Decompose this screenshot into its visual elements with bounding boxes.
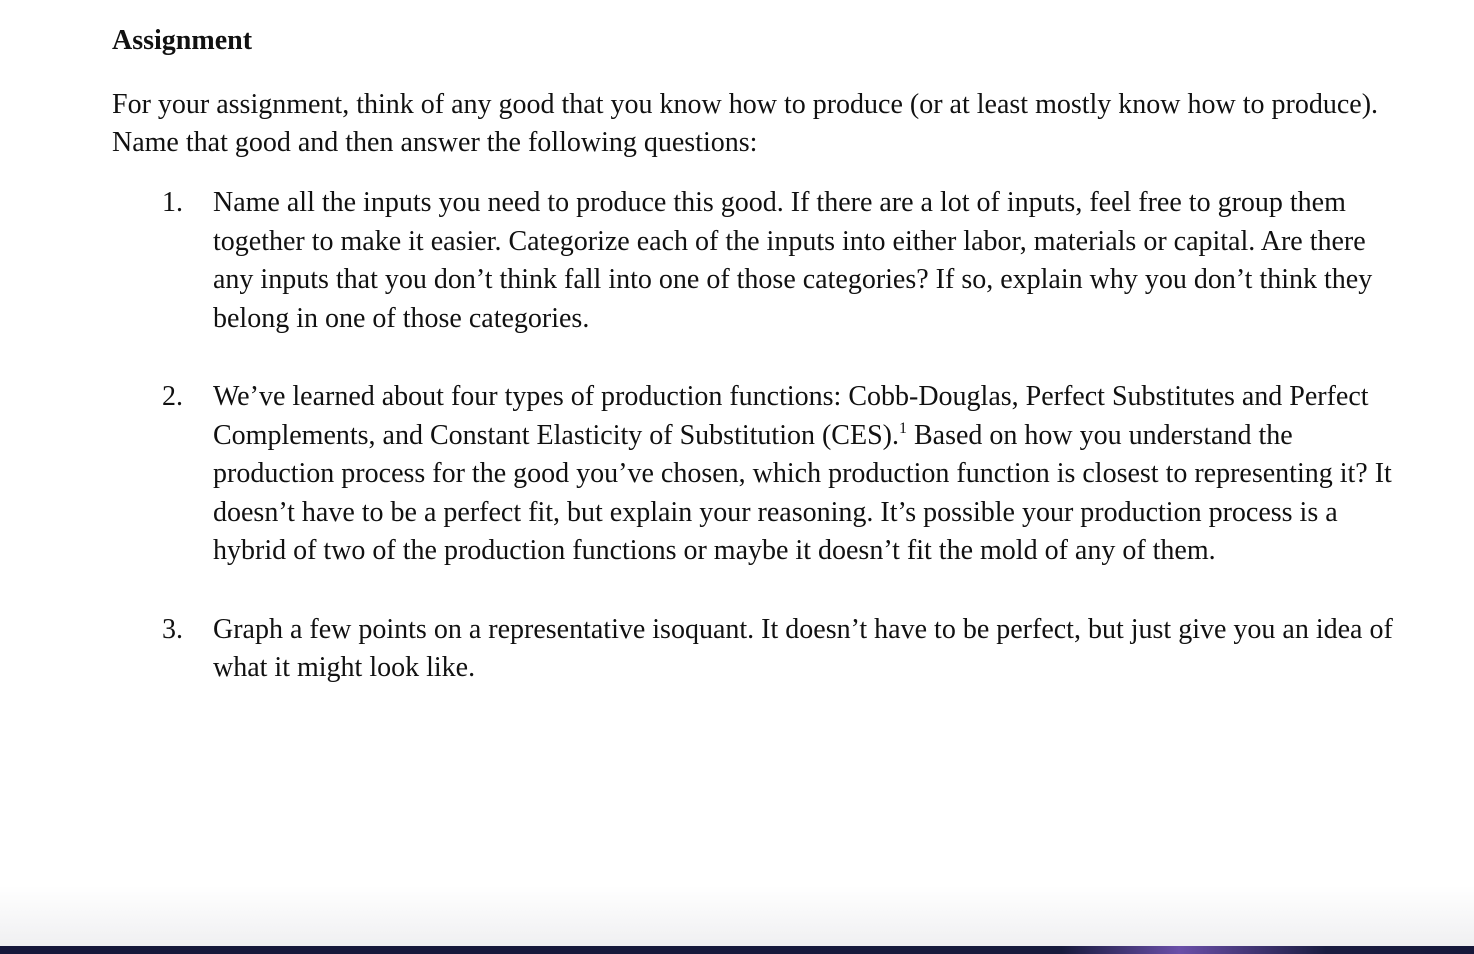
window-bottom-bar	[0, 946, 1474, 954]
question-text	[213, 378, 1409, 571]
question-text-part-2: Based on how you understand the production process for the good you’ve chosen, which production function is closest to representing it? It doesn’t have to be a perfect fit, but explain your reasoning. It’s possible your production process is a hybrid of two of the production functions or maybe it doesn’t fit the mold of any of them.	[213, 419, 1392, 566]
question-text: Name all the inputs you need to produce this good. If there are a lot of inputs, feel free to group them together to make it easier. Categorize each of the inputs into either labor, materials or capital. Are there any inputs that you don’t think fall into one of those categories? If so, explain why you don’t think they belong in one of those categories.	[213, 187, 1373, 334]
assignment-heading: Assignment	[112, 25, 253, 56]
question-item-3	[112, 611, 1442, 688]
question-number: 1.	[162, 187, 183, 218]
question-text-part-1: We’ve learned about four types of production functions: Cobb-Douglas, Perfect Substitutes and Perfect Complements, and Constant Elasticity of Substitution (CES).	[213, 381, 1369, 451]
question-text: Graph a few points on a representative isoquant. It doesn’t have to be perfect, but just give you an idea of what it might look like.	[213, 613, 1393, 683]
question-number: 3.	[162, 613, 183, 645]
intro-paragraph: For your assignment, think of any good that you know how to produce (or at least mostly know how to produce). Name that good and then answer the following questions:	[112, 89, 1379, 158]
question-number: 2.	[162, 381, 183, 412]
document-body	[112, 22, 1442, 688]
question-item-1	[112, 184, 1442, 338]
question-item-2	[112, 378, 1442, 571]
footnote-marker[interactable]: 1	[898, 419, 907, 437]
question-list	[112, 184, 1442, 688]
page-bottom-shadow	[0, 886, 1474, 946]
